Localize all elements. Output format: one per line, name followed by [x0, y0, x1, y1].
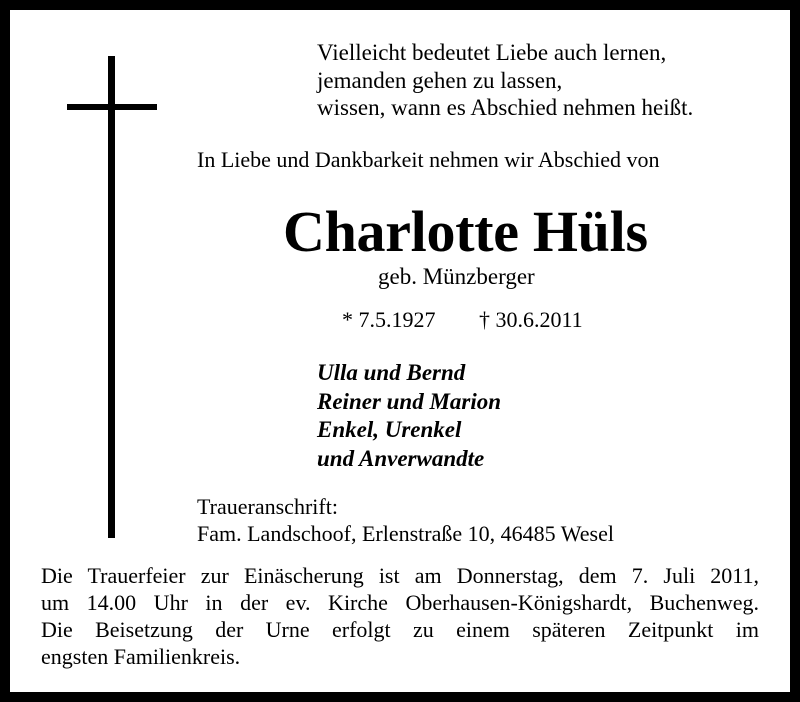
cross-icon-bar	[67, 104, 157, 110]
deceased-name: Charlotte Hüls	[283, 199, 648, 264]
death-date: † 30.6.2011	[479, 307, 583, 332]
birth-name: geb. Münzberger	[378, 264, 535, 289]
poem-line: wissen, wann es Abschied nehmen heißt.	[317, 95, 694, 120]
ceremony-line: Die Trauerfeier zur Einäscherung ist am Donnerstag, dem 7. Juli 2011,	[41, 563, 759, 588]
ceremony-line: engsten Familienkreis.	[41, 644, 241, 669]
birth-date: * 7.5.1927	[342, 307, 436, 332]
cross-icon	[108, 56, 115, 538]
mourner-line: und Anverwandte	[317, 446, 485, 471]
mourner-line: Enkel, Urenkel	[317, 417, 462, 442]
address-label: Traueranschrift:	[197, 494, 338, 519]
poem-line: jemanden gehen zu lassen,	[317, 68, 563, 93]
ceremony-line: um 14.00 Uhr in der ev. Kirche Oberhausen-Königshardt, Buchenweg.	[41, 590, 759, 615]
ceremony-line: Die Beisetzung der Urne erfolgt zu einem späteren Zeitpunkt im	[41, 617, 759, 642]
mourner-line: Ulla und Bernd	[317, 360, 466, 385]
intro-text: In Liebe und Dankbarkeit nehmen wir Abschied von	[197, 147, 660, 172]
ceremony-paragraph	[41, 562, 759, 670]
poem-line: Vielleicht bedeutet Liebe auch lernen,	[317, 40, 667, 65]
address-value: Fam. Landschoof, Erlenstraße 10, 46485 Wesel	[197, 521, 614, 546]
mourner-line: Reiner und Marion	[317, 389, 502, 414]
